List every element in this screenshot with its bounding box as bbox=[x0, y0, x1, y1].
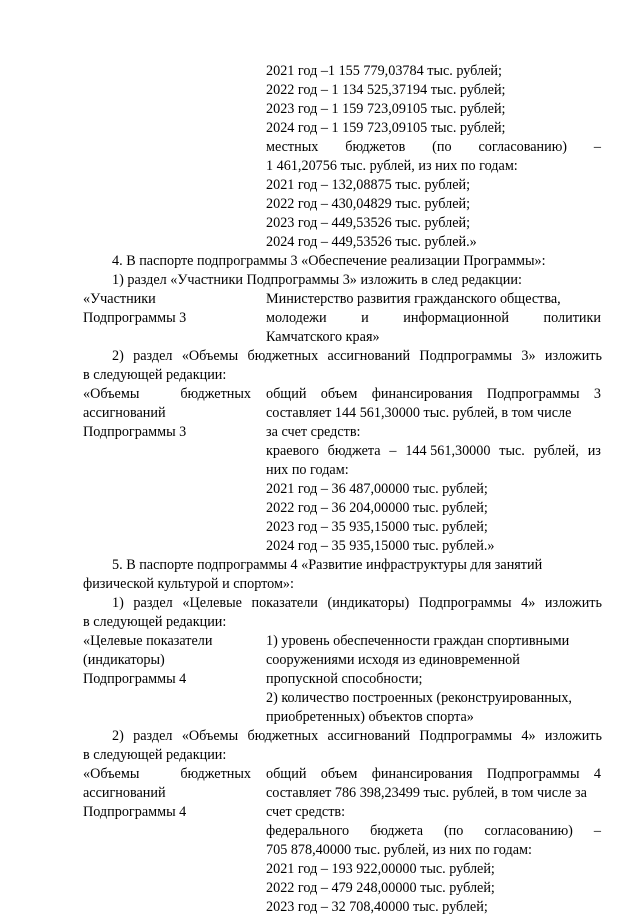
volume4-label-end: Подпрограммы 4 bbox=[83, 804, 187, 820]
section5-heading: 5. В паспорте подпрограммы 4 «Развитие инфраструктуры для занятий bbox=[112, 557, 543, 573]
indicator-2: 2) количество построенных (реконструированных, bbox=[266, 690, 572, 706]
participants-label-cont: Подпрограммы 3 bbox=[83, 310, 187, 326]
volume3-label-cont: ассигнований bbox=[83, 405, 166, 421]
indicator-1: 1) уровень обеспеченности граждан спортивными bbox=[266, 633, 570, 649]
section5-item1: 1) раздел «Целевые показатели (индикаторы) Подпрограммы 4» изложить bbox=[112, 595, 602, 611]
section5-item1-cont: в следующей редакции: bbox=[83, 614, 227, 630]
participants-value-end: Камчатского края» bbox=[266, 329, 380, 345]
regional-year-2021: 2021 год –1 155 779,03784 тыс. рублей; bbox=[266, 63, 502, 79]
volume4-value: общий объем финансирования Подпрограммы 4 bbox=[266, 766, 601, 782]
section5-item2-cont: в следующей редакции: bbox=[83, 747, 227, 763]
participants-value-cont: молодежи и информационной политики bbox=[266, 310, 601, 326]
indicator-1-cont: сооружениями исходя из единовременной bbox=[266, 652, 520, 668]
regional-year-2022: 2022 год – 1 134 525,37194 тыс. рублей; bbox=[266, 82, 506, 98]
volume3-value: общий объем финансирования Подпрограммы 3 bbox=[266, 386, 601, 402]
volume3-sources: за счет средств: bbox=[266, 424, 361, 440]
indicators-label-cont: (индикаторы) bbox=[83, 652, 165, 668]
volume3-year-2023: 2023 год – 35 935,15000 тыс. рублей; bbox=[266, 519, 488, 535]
volume3-total: составляет 144 561,30000 тыс. рублей, в том числе bbox=[266, 405, 572, 421]
volume4-label: «Объемы бюджетных bbox=[83, 766, 251, 782]
volume3-year-2024: 2024 год – 35 935,15000 тыс. рублей.» bbox=[266, 538, 495, 554]
section4-heading: 4. В паспорте подпрограммы 3 «Обеспечение реализации Программы»: bbox=[112, 253, 546, 269]
indicators-label-end: Подпрограммы 4 bbox=[83, 671, 187, 687]
volume3-year-2022: 2022 год – 36 204,00000 тыс. рублей; bbox=[266, 500, 488, 516]
section4-item2: 2) раздел «Объемы бюджетных ассигнований Подпрограммы 3» изложить bbox=[112, 348, 602, 364]
volume4-label-cont: ассигнований bbox=[83, 785, 166, 801]
federal-budget-line: федерального бюджета (по согласованию) – bbox=[266, 823, 601, 839]
volume3-label-end: Подпрограммы 3 bbox=[83, 424, 187, 440]
section5-heading-cont: физической культурой и спортом»: bbox=[83, 576, 294, 592]
section4-item1: 1) раздел «Участники Подпрограммы 3» изложить в след редакции: bbox=[112, 272, 522, 288]
federal-year-2022: 2022 год – 479 248,00000 тыс. рублей; bbox=[266, 880, 495, 896]
local-year-2021: 2021 год – 132,08875 тыс. рублей; bbox=[266, 177, 471, 193]
volume3-regional: краевого бюджета – 144 561,30000 тыс. рублей, из bbox=[266, 443, 601, 459]
volume4-total: составляет 786 398,23499 тыс. рублей, в том числе за bbox=[266, 785, 587, 801]
participants-label: «Участники bbox=[83, 291, 156, 307]
local-budget-total: 1 461,20756 тыс. рублей, из них по годам: bbox=[266, 158, 518, 174]
indicator-2-end: приобретенных) объектов спорта» bbox=[266, 709, 474, 725]
federal-budget-total: 705 878,40000 тыс. рублей, из них по годам: bbox=[266, 842, 532, 858]
participants-value: Министерство развития гражданского общества, bbox=[266, 291, 561, 307]
local-year-2024: 2024 год – 449,53526 тыс. рублей.» bbox=[266, 234, 477, 250]
volume3-by-years: них по годам: bbox=[266, 462, 349, 478]
regional-year-2024: 2024 год – 1 159 723,09105 тыс. рублей; bbox=[266, 120, 506, 136]
section4-item2-cont: в следующей редакции: bbox=[83, 367, 227, 383]
local-year-2022: 2022 год – 430,04829 тыс. рублей; bbox=[266, 196, 471, 212]
indicator-1-end: пропускной способности; bbox=[266, 671, 423, 687]
regional-year-2023: 2023 год – 1 159 723,09105 тыс. рублей; bbox=[266, 101, 506, 117]
volume4-sources: счет средств: bbox=[266, 804, 346, 820]
local-year-2023: 2023 год – 449,53526 тыс. рублей; bbox=[266, 215, 471, 231]
section5-item2: 2) раздел «Объемы бюджетных ассигнований Подпрограммы 4» изложить bbox=[112, 728, 602, 744]
indicators-label: «Целевые показатели bbox=[83, 633, 213, 649]
federal-year-2021: 2021 год – 193 922,00000 тыс. рублей; bbox=[266, 861, 495, 877]
volume3-year-2021: 2021 год – 36 487,00000 тыс. рублей; bbox=[266, 481, 488, 497]
local-budget-line: местных бюджетов (по согласованию) – bbox=[266, 139, 601, 155]
volume3-label: «Объемы бюджетных bbox=[83, 386, 251, 402]
federal-year-2023: 2023 год – 32 708,40000 тыс. рублей; bbox=[266, 899, 488, 915]
